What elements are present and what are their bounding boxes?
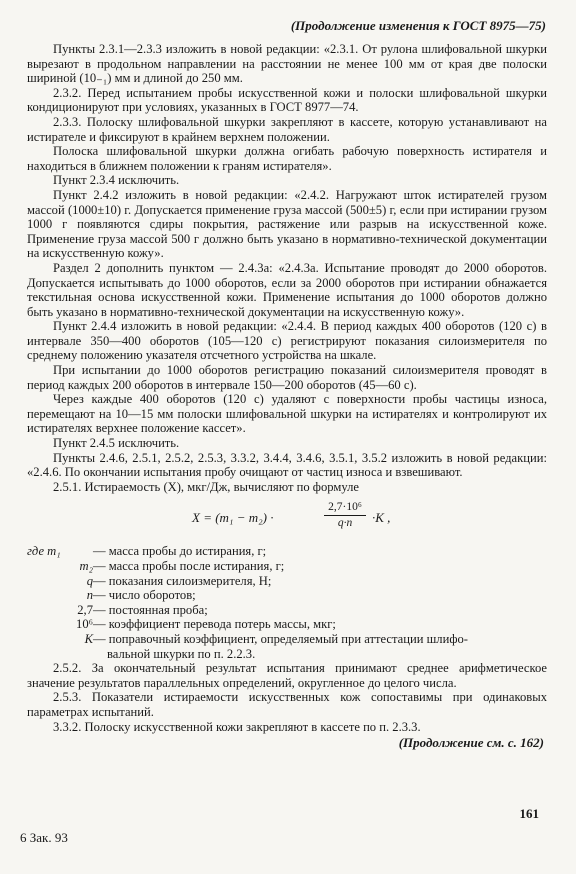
paragraph: 3.3.2. Полоску искусственной кожи закрепляют в кассете по п. 2.3.3. bbox=[53, 719, 421, 734]
definition-text: — коэффициент перевода потерь массы, мкг; bbox=[93, 617, 336, 632]
formula-numerator: 2,7·10⁶ bbox=[324, 500, 366, 516]
formula-lhs: X = (m₁ − m₂) · bbox=[192, 510, 274, 526]
order-footer: 6 Зак. 93 bbox=[20, 830, 68, 845]
paragraph: 2.5.3. Показатели истираемости искусственных кож сопоставимы при одинаковых параметрах испытаний. bbox=[27, 690, 547, 719]
definition-text: — масса пробы до истирания, г; bbox=[93, 544, 267, 559]
definition-symbol: K bbox=[84, 631, 93, 646]
paragraph: Пункт 2.3.4 исключить. bbox=[53, 173, 180, 188]
formula-definitions bbox=[27, 544, 547, 661]
definition-row bbox=[27, 559, 547, 574]
definition-row bbox=[27, 632, 547, 647]
definition-text: — показания силоизмерителя, Н; bbox=[93, 573, 272, 588]
definition-row bbox=[27, 544, 547, 559]
page-content bbox=[27, 42, 547, 751]
formula-denominator: q·n bbox=[337, 517, 353, 530]
paragraph: Пункты 2.4.6, 2.5.1, 2.5.2, 2.5.3, 3.3.2, 3.4.4, 3.4.6, 3.5.1, 3.5.2 изложить в новой редакции: «2.4.6. По окончании испытания пробу очищают от частиц износа и взвешивают. bbox=[27, 450, 547, 480]
definition-text: — число оборотов; bbox=[93, 588, 196, 603]
abrasion-formula bbox=[27, 500, 547, 540]
definition-text: — масса пробы после истирания, г; bbox=[93, 559, 285, 573]
definition-row bbox=[27, 574, 547, 589]
definition-row-continuation bbox=[27, 647, 547, 662]
paragraph: Раздел 2 дополнить пунктом — 2.4.3а: «2.4.3а. Испытание проводят до 2000 оборотов. Допускается испытывать до 1000 оборотов, если за 2000 оборотов при истирании обнажается текстильная основа искусственной кожи. Применение испытания до 1000 оборотов должно быть указано в нормативно-технической документации на искусственную кожу». bbox=[27, 260, 547, 319]
page-number: 161 bbox=[519, 806, 539, 821]
paragraph: 2.3.2. Перед испытанием пробы искусственной кожи и полоски шлифовальной шкурки кондиционируют при условиях, указанных в ГОСТ 8977—74. bbox=[27, 85, 547, 115]
definition-row bbox=[27, 617, 547, 632]
paragraph: Через каждые 400 оборотов (120 с) удаляют с поверхности пробы частицы износа, перемещают на 10—15 мм полоски шлифовальной шкурки на истирателях и контролируют их истирателях верхнее положение кассет». bbox=[27, 392, 547, 436]
paragraph: Полоска шлифовальной шкурки должна огибать рабочую поверхность истирателя и находиться в ближнем положении к граням истирателя». bbox=[27, 144, 547, 173]
paragraph: Пункт 2.4.2 изложить в новой редакции: «2.4.2. Нагружают шток истирателей грузом массой (1000±10) г. Допускается применение груза массой (500±5) г, если при истирании грузом 1000 г появляются сдиры покрытия, растяжение или разрыв на искусственной коже. Применение груза массой 500 г должно быть указано в нормативно-технической документации на искусственную кожу». bbox=[27, 187, 547, 261]
definition-row bbox=[27, 588, 547, 603]
definition-symbol: 2,7 bbox=[77, 602, 93, 617]
paragraph: 2.5.1. Истираемость (X), мкг/Дж, вычисляют по формуле bbox=[53, 479, 359, 494]
paragraph: Пункты 2.3.1—2.3.3 изложить в новой редакции: «2.3.1. От рулона шлифовальной шкурки вырезают в продольном направлении на расстоянии не менее 100 мм от края две полоски шириной (10₋₁) мм и длиной до 250 мм. bbox=[27, 42, 547, 86]
definition-symbol: n bbox=[86, 588, 93, 603]
formula-rhs: ·K , bbox=[372, 510, 391, 526]
paragraph: Пункт 2.4.5 исключить. bbox=[53, 436, 180, 451]
formula-fraction bbox=[324, 500, 366, 531]
definition-text: вальной шкурки по п. 2.2.3. bbox=[107, 646, 256, 661]
definition-text: — поправочный коэффициент, определяемый при аттестации шлифо- bbox=[93, 631, 468, 646]
paragraph: При испытании до 1000 оборотов регистрацию показаний силоизмерителя проводят в период каждых 200 оборотов в интервале 150—200 оборотов (45—60 с). bbox=[27, 363, 547, 392]
definition-symbol: m₂ bbox=[79, 559, 93, 573]
running-header: (Продолжение изменения к ГОСТ 8975—75) bbox=[290, 18, 546, 33]
definition-text: — постоянная проба; bbox=[93, 602, 208, 617]
definition-row bbox=[27, 603, 547, 618]
paragraph: 2.3.3. Полоску шлифовальной шкурки закрепляют в кассете, которую устанавливают на истирателе и фиксируют в крайнем верхнем положении. bbox=[27, 114, 547, 144]
paragraph: Пункт 2.4.4 изложить в новой редакции: «2.4.4. В период каждых 400 оборотов (120 с) в интервале 350—400 оборотов (105—120 с) регистрируют показания силоизмерителя по среднему положению указателя отсчетного устройства на шкале. bbox=[27, 319, 547, 363]
definition-symbol: 10⁶ bbox=[76, 617, 93, 632]
definition-symbol: где m₁ bbox=[27, 544, 61, 559]
definition-symbol: q bbox=[86, 573, 93, 588]
continuation-note: (Продолжение см. с. 162) bbox=[398, 735, 544, 751]
paragraph: 2.5.2. За окончательный результат испытания принимают среднее арифметическое значение результатов параллельных определений, округленное до целого числа. bbox=[27, 661, 547, 690]
